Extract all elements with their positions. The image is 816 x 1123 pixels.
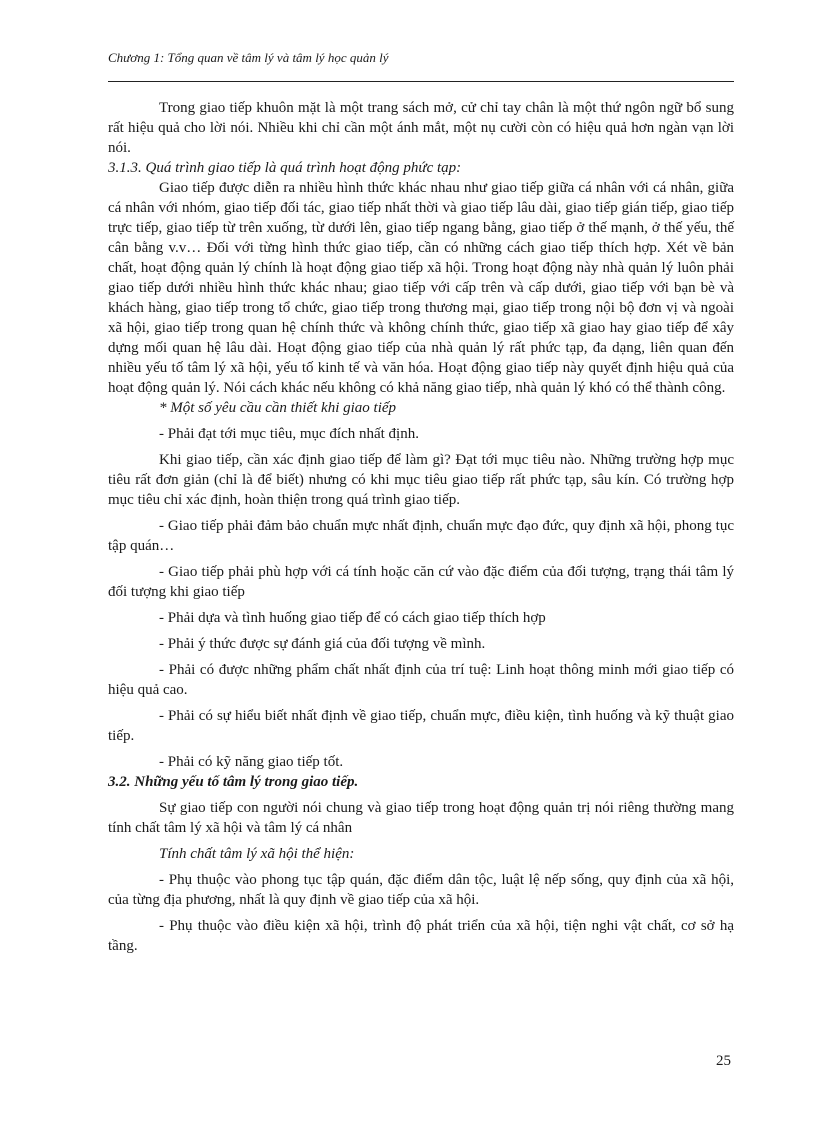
requirement-item-6: - Phải có được những phẩm chất nhất định của trí tuệ: Linh hoạt thông minh mới giao tiếp có hiệu quả cao. [108,662,734,698]
page-number: 25 [716,1053,731,1069]
social-item-2: - Phụ thuộc vào điều kiện xã hội, trình độ phát triển của xã hội, tiện nghi vật chất, cơ sở hạ tầng. [108,918,734,954]
page-body [108,98,734,956]
section-heading-3-1-3: 3.1.3. Quá trình giao tiếp là quá trình hoạt động phức tạp: [108,160,462,176]
section-heading-3-2: 3.2. Những yếu tố tâm lý trong giao tiếp. [108,774,359,790]
paragraph-body-language: Trong giao tiếp khuôn mặt là một trang sách mở, cử chỉ tay chân là một thứ ngôn ngữ bổ sung rất hiệu quả cho lời nói. Nhiều khi chỉ cần một ánh mắt, một nụ cười còn có hiệu quả hơn ngàn vạn lời nói. [108,100,734,156]
running-header: Chương 1: Tổng quan về tâm lý và tâm lý học quản lý [108,50,389,65]
requirement-item-5: - Phải ý thức được sự đánh giá của đối tượng về mình. [159,636,486,652]
paragraph-psychological-nature: Sự giao tiếp con người nói chung và giao tiếp trong hoạt động quản trị nói riêng thường mang tính chất tâm lý xã hội và tâm lý cá nhân [108,800,734,836]
requirement-item-4: - Phải dựa và tình huống giao tiếp để có cách giao tiếp thích hợp [159,610,546,626]
paragraph-goal-definition: Khi giao tiếp, cần xác định giao tiếp để làm gì? Đạt tới mục tiêu nào. Những trường hợp mục tiêu rất đơn giản (chỉ là để biết) nhưng có khi mục tiêu giao tiếp rất phức tạp, sâu kín. Có trường hợp mục tiêu chỉ xác định, hoàn thiện trong quá trình giao tiếp. [108,452,734,508]
header-rule [108,81,734,82]
requirement-item-3: - Giao tiếp phải phù hợp với cá tính hoặc căn cứ vào đặc điểm của đối tượng, trạng thái tâm lý đối tượng khi giao tiếp [108,564,734,600]
requirement-item-1: - Phải đạt tới mục tiêu, mục đích nhất định. [159,426,419,442]
requirement-item-2: - Giao tiếp phải đảm bảo chuẩn mực nhất định, chuẩn mực đạo đức, quy định xã hội, phong tục tập quán… [108,518,734,554]
requirement-item-8: - Phải có kỹ năng giao tiếp tốt. [159,754,344,770]
requirements-heading: * Một số yêu cầu cần thiết khi giao tiếp [159,400,397,416]
social-item-1: - Phụ thuộc vào phong tục tập quán, đặc điểm dân tộc, luật lệ nếp sống, quy định của xã hội, của từng địa phương, nhất là quy định về giao tiếp của xã hội. [108,872,734,908]
paragraph-communication-forms: Giao tiếp được diễn ra nhiều hình thức khác nhau như giao tiếp giữa cá nhân với cá nhân, giữa cá nhân với nhóm, giao tiếp đối tác, giao tiếp nhất thời và giao tiếp lâu dài, giao tiếp gián tiếp, giao tiếp trực tiếp, giao tiếp từ trên xuống, từ dưới lên, giao tiếp ngang bằng, giao tiếp ở thế mạnh, ở thế yếu, thế cân bằng v.v… Đối với từng hình thức giao tiếp, cần có những cách giao tiếp thích hợp. Xét về bản chất, hoạt động quản lý chính là hoạt động giao tiếp xã hội. Trong hoạt động này nhà quản lý luôn phải giao tiếp dưới nhiều hình thức khác nhau; giao tiếp với cấp trên và cấp dưới, giao tiếp với bạn bè và khách hàng, giao tiếp trong tổ chức, giao tiếp trong thương mại, giao tiếp trong nội bộ đơn vị và ngoài xã hội, giao tiếp trong quan hệ chính thức và không chính thức, giao tiếp xã giao hay giao tiếp để xây dựng mối quan hệ lâu dài. Hoạt động giao tiếp của nhà quản lý rất phức tạp, đa dạng, liên quan đến nhiều yếu tố tâm lý xã hội, yếu tố kinh tế và văn hóa. Hoạt động giao tiếp này quyết định hiệu quả của hoạt động quản lý. Nói cách khác nếu không có khả năng giao tiếp, nhà quản lý khó có thể thành công. [108,180,734,396]
requirement-item-7: - Phải có sự hiểu biết nhất định về giao tiếp, chuẩn mực, điều kiện, tình huống và kỹ thuật giao tiếp. [108,708,734,744]
subheading-social-psychology: Tính chất tâm lý xã hội thể hiện: [159,846,355,862]
